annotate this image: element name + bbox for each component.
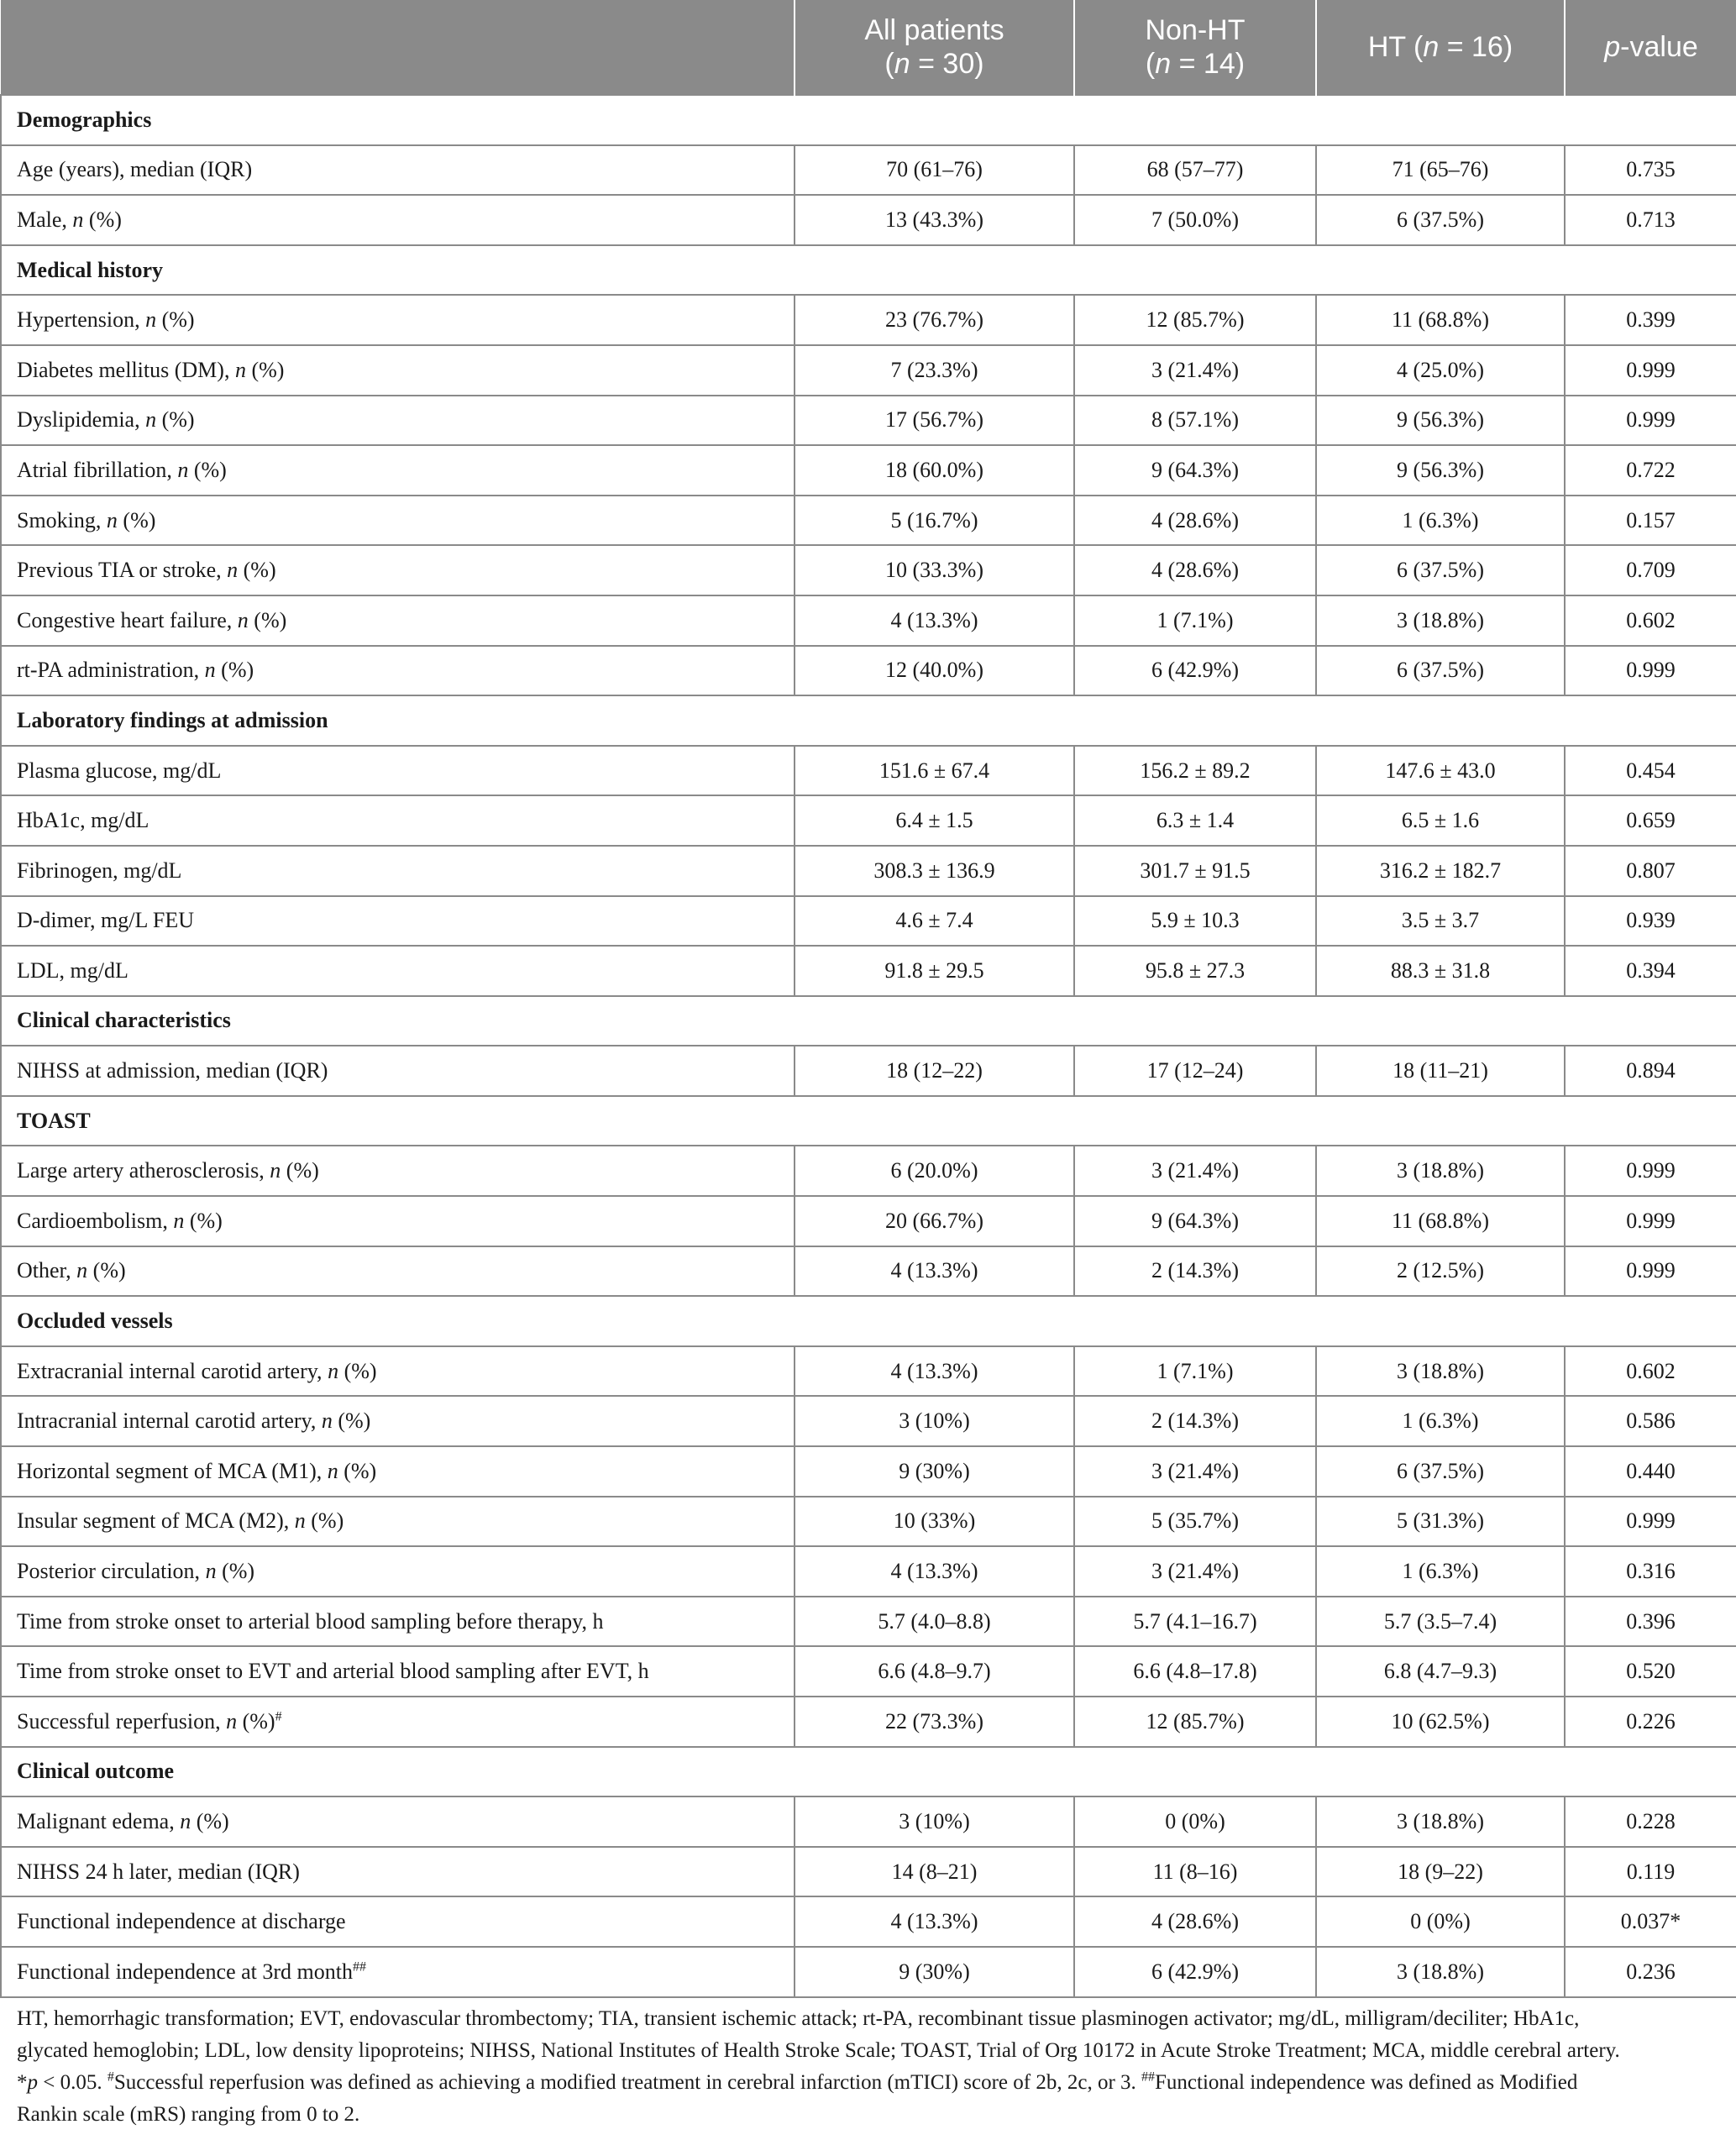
non-ht-value: 1 (7.1%) <box>1074 595 1316 646</box>
row-label: Functional independence at 3rd month## <box>1 1947 795 1997</box>
p-value: 0.659 <box>1565 795 1736 846</box>
ht-value: 147.6 ± 43.0 <box>1316 746 1565 796</box>
table-body <box>1 95 1736 1997</box>
non-ht-value: 6 (42.9%) <box>1074 646 1316 696</box>
p-value: 0.999 <box>1565 396 1736 446</box>
ht-value: 1 (6.3%) <box>1316 1396 1565 1446</box>
ht-value: 5 (31.3%) <box>1316 1497 1565 1547</box>
ht-value: 3 (18.8%) <box>1316 1346 1565 1397</box>
all-patients-value: 6.6 (4.8–9.7) <box>795 1646 1074 1697</box>
p-value: 0.228 <box>1565 1796 1736 1847</box>
table-row <box>1 1497 1736 1547</box>
all-patients-value: 70 (61–76) <box>795 145 1074 196</box>
ht-value: 1 (6.3%) <box>1316 496 1565 546</box>
section-title: TOAST <box>1 1096 1736 1146</box>
row-label: Dyslipidemia, n (%) <box>1 396 795 446</box>
header-cell-p-value: p-value <box>1604 31 1698 63</box>
ht-value: 0 (0%) <box>1316 1896 1565 1947</box>
non-ht-value: 12 (85.7%) <box>1074 1697 1316 1747</box>
non-ht-value: 4 (28.6%) <box>1074 496 1316 546</box>
non-ht-value: 6.3 ± 1.4 <box>1074 795 1316 846</box>
header-cell-ht: HT (n = 16) <box>1316 0 1565 95</box>
table-row <box>1 445 1736 496</box>
all-patients-value: 7 (23.3%) <box>795 345 1074 396</box>
row-label: Atrial fibrillation, n (%) <box>1 445 795 496</box>
table-row <box>1 595 1736 646</box>
p-value: 0.735 <box>1565 145 1736 196</box>
row-label: Successful reperfusion, n (%)# <box>1 1697 795 1747</box>
table-row <box>1 1847 1736 1897</box>
section-header-row <box>1 1096 1736 1146</box>
non-ht-value: 6.6 (4.8–17.8) <box>1074 1646 1316 1697</box>
table-row <box>1 1697 1736 1747</box>
p-value: 0.602 <box>1565 595 1736 646</box>
non-ht-value: 5 (35.7%) <box>1074 1497 1316 1547</box>
all-patients-value: 91.8 ± 29.5 <box>795 946 1074 996</box>
table-row <box>1 946 1736 996</box>
table-row <box>1 1646 1736 1697</box>
ht-value: 3.5 ± 3.7 <box>1316 896 1565 947</box>
ht-value: 11 (68.8%) <box>1316 295 1565 345</box>
p-value: 0.894 <box>1565 1046 1736 1096</box>
non-ht-value: 9 (64.3%) <box>1074 445 1316 496</box>
row-label: NIHSS 24 h later, median (IQR) <box>1 1847 795 1897</box>
ht-value: 6.8 (4.7–9.3) <box>1316 1646 1565 1697</box>
table-row <box>1 1546 1736 1597</box>
all-patients-value: 9 (30%) <box>795 1947 1074 1997</box>
non-ht-value: 68 (57–77) <box>1074 145 1316 196</box>
p-value: 0.807 <box>1565 846 1736 896</box>
all-patients-value: 6.4 ± 1.5 <box>795 795 1074 846</box>
all-patients-value: 4 (13.3%) <box>795 1346 1074 1397</box>
p-value: 0.713 <box>1565 195 1736 245</box>
ht-value: 3 (18.8%) <box>1316 1796 1565 1847</box>
table-row <box>1 1146 1736 1196</box>
table-row <box>1 396 1736 446</box>
ht-value: 9 (56.3%) <box>1316 445 1565 496</box>
non-ht-value: 2 (14.3%) <box>1074 1396 1316 1446</box>
p-value: 0.999 <box>1565 1196 1736 1246</box>
ht-value: 6 (37.5%) <box>1316 646 1565 696</box>
table-header <box>1 0 1736 95</box>
table-row <box>1 345 1736 396</box>
section-header-row <box>1 996 1736 1046</box>
table-row <box>1 1046 1736 1096</box>
row-label: Time from stroke onset to EVT and arterial blood sampling after EVT, h <box>1 1646 795 1697</box>
non-ht-value: 6 (42.9%) <box>1074 1947 1316 1997</box>
all-patients-value: 10 (33%) <box>795 1497 1074 1547</box>
row-label: Intracranial internal carotid artery, n (%) <box>1 1396 795 1446</box>
non-ht-value: 156.2 ± 89.2 <box>1074 746 1316 796</box>
row-label: Congestive heart failure, n (%) <box>1 595 795 646</box>
footnote-line: Rankin scale (mRS) ranging from 0 to 2. <box>17 2103 360 2126</box>
non-ht-value: 5.9 ± 10.3 <box>1074 896 1316 947</box>
table-row <box>1 896 1736 947</box>
all-patients-value: 3 (10%) <box>795 1396 1074 1446</box>
footnote-line: HT, hemorrhagic transformation; EVT, endovascular thrombectomy; TIA, transient ischemic attack; rt-PA, recombinant tissue plasminogen activator; mg/dL, milligram/deciliter; HbA1c, <box>17 2007 1580 2030</box>
non-ht-value: 3 (21.4%) <box>1074 1146 1316 1196</box>
row-label: Horizontal segment of MCA (M1), n (%) <box>1 1446 795 1497</box>
ht-value: 3 (18.8%) <box>1316 595 1565 646</box>
all-patients-value: 4.6 ± 7.4 <box>795 896 1074 947</box>
all-patients-value: 5 (16.7%) <box>795 496 1074 546</box>
row-label: Smoking, n (%) <box>1 496 795 546</box>
table-row <box>1 496 1736 546</box>
p-value: 0.520 <box>1565 1646 1736 1697</box>
p-value: 0.999 <box>1565 1146 1736 1196</box>
all-patients-value: 18 (12–22) <box>795 1046 1074 1096</box>
all-patients-value: 22 (73.3%) <box>795 1697 1074 1747</box>
p-value: 0.396 <box>1565 1597 1736 1647</box>
ht-value: 18 (9–22) <box>1316 1847 1565 1897</box>
table-row <box>1 1796 1736 1847</box>
p-value: 0.157 <box>1565 496 1736 546</box>
all-patients-value: 23 (76.7%) <box>795 295 1074 345</box>
ht-value: 18 (11–21) <box>1316 1046 1565 1096</box>
section-title: Demographics <box>1 95 1736 145</box>
ht-value: 10 (62.5%) <box>1316 1697 1565 1747</box>
row-label: rt-PA administration, n (%) <box>1 646 795 696</box>
ht-value: 6 (37.5%) <box>1316 1446 1565 1497</box>
header-row <box>1 0 1736 95</box>
all-patients-value: 151.6 ± 67.4 <box>795 746 1074 796</box>
row-label: Fibrinogen, mg/dL <box>1 846 795 896</box>
row-label: Posterior circulation, n (%) <box>1 1546 795 1597</box>
all-patients-value: 12 (40.0%) <box>795 646 1074 696</box>
p-value: 0.440 <box>1565 1446 1736 1497</box>
all-patients-value: 308.3 ± 136.9 <box>795 846 1074 896</box>
all-patients-value: 18 (60.0%) <box>795 445 1074 496</box>
non-ht-value: 11 (8–16) <box>1074 1847 1316 1897</box>
non-ht-value: 5.7 (4.1–16.7) <box>1074 1597 1316 1647</box>
ht-value: 2 (12.5%) <box>1316 1246 1565 1297</box>
p-value: 0.399 <box>1565 295 1736 345</box>
table-row <box>1 846 1736 896</box>
table-row <box>1 1396 1736 1446</box>
row-label: Male, n (%) <box>1 195 795 245</box>
table-row <box>1 145 1736 196</box>
ht-value: 9 (56.3%) <box>1316 396 1565 446</box>
p-value: 0.999 <box>1565 345 1736 396</box>
table-row <box>1 1246 1736 1297</box>
row-label: Insular segment of MCA (M2), n (%) <box>1 1497 795 1547</box>
section-header-row <box>1 695 1736 746</box>
ht-value: 5.7 (3.5–7.4) <box>1316 1597 1565 1647</box>
p-value: 0.226 <box>1565 1697 1736 1747</box>
table-row <box>1 1346 1736 1397</box>
section-title: Medical history <box>1 245 1736 296</box>
ht-value: 3 (18.8%) <box>1316 1146 1565 1196</box>
table-footnote <box>17 2003 1722 2131</box>
table-row <box>1 1196 1736 1246</box>
section-header-row <box>1 245 1736 296</box>
all-patients-value: 9 (30%) <box>795 1446 1074 1497</box>
section-title: Clinical outcome <box>1 1747 1736 1797</box>
p-value: 0.939 <box>1565 896 1736 947</box>
header-cell-label <box>1 0 795 95</box>
footnote-line: glycated hemoglobin; LDL, low density lipoproteins; NIHSS, National Institutes of Health Stroke Scale; TOAST, Trial of Org 10172 in Acute Stroke Treatment; MCA, middle cerebral artery. <box>17 2039 1620 2062</box>
ht-value: 71 (65–76) <box>1316 145 1565 196</box>
all-patients-value: 20 (66.7%) <box>795 1196 1074 1246</box>
header-cell-all-patients: All patients (n = 30) <box>795 0 1074 95</box>
section-header-row <box>1 95 1736 145</box>
non-ht-value: 4 (28.6%) <box>1074 545 1316 595</box>
p-value: 0.709 <box>1565 545 1736 595</box>
row-label: D-dimer, mg/L FEU <box>1 896 795 947</box>
ht-value: 316.2 ± 182.7 <box>1316 846 1565 896</box>
ht-value: 11 (68.8%) <box>1316 1196 1565 1246</box>
all-patients-value: 4 (13.3%) <box>795 1546 1074 1597</box>
all-patients-value: 10 (33.3%) <box>795 545 1074 595</box>
row-label: Diabetes mellitus (DM), n (%) <box>1 345 795 396</box>
all-patients-value: 4 (13.3%) <box>795 1896 1074 1947</box>
row-label: Cardioembolism, n (%) <box>1 1196 795 1246</box>
table-row <box>1 1446 1736 1497</box>
p-value: 0.454 <box>1565 746 1736 796</box>
non-ht-value: 3 (21.4%) <box>1074 345 1316 396</box>
non-ht-value: 7 (50.0%) <box>1074 195 1316 245</box>
non-ht-value: 95.8 ± 27.3 <box>1074 946 1316 996</box>
footnote-marker: ## <box>353 1959 367 1975</box>
table-row <box>1 295 1736 345</box>
table-row <box>1 646 1736 696</box>
ht-value: 6 (37.5%) <box>1316 545 1565 595</box>
non-ht-value: 0 (0%) <box>1074 1796 1316 1847</box>
non-ht-value: 9 (64.3%) <box>1074 1196 1316 1246</box>
table-row <box>1 795 1736 846</box>
row-label: Extracranial internal carotid artery, n (%) <box>1 1346 795 1397</box>
non-ht-value: 3 (21.4%) <box>1074 1546 1316 1597</box>
p-value: 0.586 <box>1565 1396 1736 1446</box>
row-label: Malignant edema, n (%) <box>1 1796 795 1847</box>
table-row <box>1 1947 1736 1997</box>
table-row <box>1 746 1736 796</box>
table-row <box>1 545 1736 595</box>
ht-value: 3 (18.8%) <box>1316 1947 1565 1997</box>
p-value: 0.602 <box>1565 1346 1736 1397</box>
header-cell-non-ht: Non-HT (n = 14) <box>1074 0 1316 95</box>
row-label: Plasma glucose, mg/dL <box>1 746 795 796</box>
non-ht-value: 4 (28.6%) <box>1074 1896 1316 1947</box>
all-patients-value: 4 (13.3%) <box>795 595 1074 646</box>
p-value: 0.999 <box>1565 1246 1736 1297</box>
row-label: Age (years), median (IQR) <box>1 145 795 196</box>
p-value: 0.722 <box>1565 445 1736 496</box>
row-label: Other, n (%) <box>1 1246 795 1297</box>
all-patients-value: 17 (56.7%) <box>795 396 1074 446</box>
non-ht-value: 12 (85.7%) <box>1074 295 1316 345</box>
ht-value: 1 (6.3%) <box>1316 1546 1565 1597</box>
footnote-marker: # <box>275 1709 282 1724</box>
row-label: Previous TIA or stroke, n (%) <box>1 545 795 595</box>
row-label: Functional independence at discharge <box>1 1896 795 1947</box>
p-value: 0.999 <box>1565 1497 1736 1547</box>
ht-value: 6 (37.5%) <box>1316 195 1565 245</box>
ht-value: 4 (25.0%) <box>1316 345 1565 396</box>
section-title: Occluded vessels <box>1 1296 1736 1346</box>
p-value: 0.316 <box>1565 1546 1736 1597</box>
section-title: Clinical characteristics <box>1 996 1736 1046</box>
non-ht-value: 2 (14.3%) <box>1074 1246 1316 1297</box>
row-label: LDL, mg/dL <box>1 946 795 996</box>
all-patients-value: 6 (20.0%) <box>795 1146 1074 1196</box>
ht-value: 6.5 ± 1.6 <box>1316 795 1565 846</box>
ht-value: 88.3 ± 31.8 <box>1316 946 1565 996</box>
table-row <box>1 1896 1736 1947</box>
section-title: Laboratory findings at admission <box>1 695 1736 746</box>
non-ht-value: 3 (21.4%) <box>1074 1446 1316 1497</box>
all-patients-value: 3 (10%) <box>795 1796 1074 1847</box>
non-ht-value: 17 (12–24) <box>1074 1046 1316 1096</box>
all-patients-value: 14 (8–21) <box>795 1847 1074 1897</box>
p-value: 0.394 <box>1565 946 1736 996</box>
footnote-line: *p < 0.05. #Successful reperfusion was defined as achieving a modified treatment in cerebral infarction (mTICI) score of 2b, 2c, or 3. ##Functional independence was defined as Modified <box>17 2069 1578 2094</box>
row-label: Hypertension, n (%) <box>1 295 795 345</box>
p-value: 0.999 <box>1565 646 1736 696</box>
row-label: Time from stroke onset to arterial blood sampling before therapy, h <box>1 1597 795 1647</box>
table-row <box>1 1597 1736 1647</box>
row-label: Large artery atherosclerosis, n (%) <box>1 1146 795 1196</box>
non-ht-value: 301.7 ± 91.5 <box>1074 846 1316 896</box>
all-patients-value: 13 (43.3%) <box>795 195 1074 245</box>
non-ht-value: 8 (57.1%) <box>1074 396 1316 446</box>
p-value: 0.037* <box>1565 1896 1736 1947</box>
p-value: 0.236 <box>1565 1947 1736 1997</box>
all-patients-value: 4 (13.3%) <box>795 1246 1074 1297</box>
row-label: NIHSS at admission, median (IQR) <box>1 1046 795 1096</box>
non-ht-value: 1 (7.1%) <box>1074 1346 1316 1397</box>
section-header-row <box>1 1747 1736 1797</box>
row-label: HbA1c, mg/dL <box>1 795 795 846</box>
p-value: 0.119 <box>1565 1847 1736 1897</box>
table-row <box>1 195 1736 245</box>
section-header-row <box>1 1296 1736 1346</box>
all-patients-value: 5.7 (4.0–8.8) <box>795 1597 1074 1647</box>
